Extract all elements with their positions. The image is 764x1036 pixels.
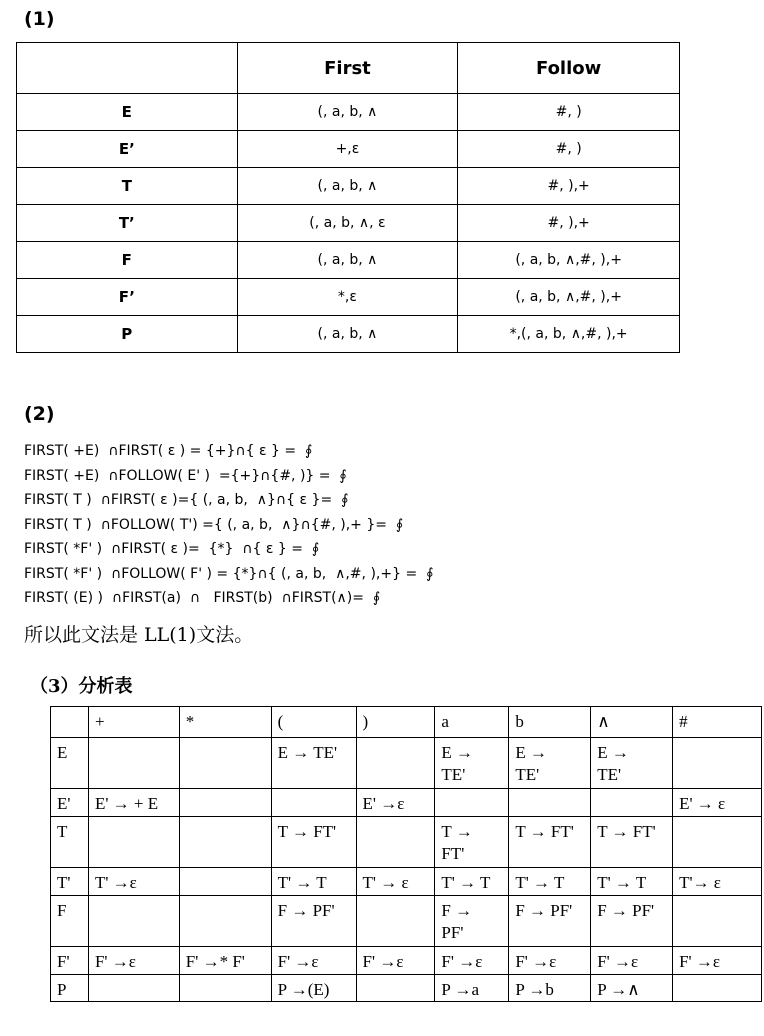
parse-table-row — [51, 975, 762, 1002]
production-cell: T → FT' — [435, 817, 509, 868]
follow-set-cell: #, ),+ — [458, 168, 680, 205]
column-header-cell: + — [88, 707, 179, 738]
production-cell: F → PF' — [509, 896, 591, 947]
row-header-cell: T' — [51, 868, 89, 896]
first-set-cell: (, a, b, ∧ — [237, 94, 458, 131]
column-header-cell: ) — [356, 707, 435, 738]
first-set-cell: (, a, b, ∧, ε — [237, 205, 458, 242]
production-cell: E' →ε — [356, 789, 435, 817]
row-header-cell: E — [51, 738, 89, 789]
parse-table-row — [51, 868, 762, 896]
production-cell: T → FT' — [509, 817, 591, 868]
production-cell: F → PF' — [271, 896, 356, 947]
first-set-cell: +,ε — [237, 131, 458, 168]
table-row — [17, 279, 680, 316]
header-cell-first: First — [237, 43, 458, 94]
parse-table — [50, 706, 762, 1002]
conclusion-text: 所以此文法是 LL(1)文法。 — [24, 624, 254, 646]
nonterminal-cell: T’ — [17, 205, 238, 242]
column-header-cell: ∧ — [591, 707, 673, 738]
production-cell: T'→ ε — [673, 868, 762, 896]
proof-line: FIRST( +E) ∩FOLLOW( E' ) ={+}∩{#, )} = ∮ — [24, 467, 347, 484]
production-cell: T' → T — [591, 868, 673, 896]
column-header-cell — [51, 707, 89, 738]
header-cell-follow: Follow — [458, 43, 680, 94]
production-cell — [179, 817, 271, 868]
nonterminal-cell: F — [17, 242, 238, 279]
production-cell: E → TE' — [509, 738, 591, 789]
table-row — [17, 205, 680, 242]
production-cell — [179, 789, 271, 817]
proof-line: FIRST( T ) ∩FIRST( ε )={ (, a, b, ∧}∩{ ε }= ∮ — [24, 492, 349, 508]
column-header-cell: b — [509, 707, 591, 738]
production-cell — [179, 896, 271, 947]
production-cell — [356, 817, 435, 868]
production-cell: T' →ε — [88, 868, 179, 896]
production-cell: T' → ε — [356, 868, 435, 896]
proof-line: FIRST( +E) ∩FIRST( ε ) = {+}∩{ ε } = ∮ — [24, 443, 313, 459]
proof-line: FIRST( *F' ) ∩FIRST( ε )= {*} ∩{ ε } = ∮ — [24, 541, 320, 557]
parse-table-row — [51, 947, 762, 975]
first-set-cell: (, a, b, ∧ — [237, 316, 458, 353]
production-cell: E' → ε — [673, 789, 762, 817]
column-header-cell: * — [179, 707, 271, 738]
column-header-cell: # — [673, 707, 762, 738]
production-cell — [509, 789, 591, 817]
production-cell: T → FT' — [591, 817, 673, 868]
production-cell — [88, 738, 179, 789]
nonterminal-cell: P — [17, 316, 238, 353]
row-header-cell: P — [51, 975, 89, 1002]
production-cell: E → TE' — [271, 738, 356, 789]
row-header-cell: E' — [51, 789, 89, 817]
row-header-cell: T — [51, 817, 89, 868]
parse-table-row — [51, 738, 762, 789]
production-cell: F' →ε — [673, 947, 762, 975]
first-set-cell: *,ε — [237, 279, 458, 316]
nonterminal-cell: F’ — [17, 279, 238, 316]
production-cell: F' →ε — [509, 947, 591, 975]
table-row — [17, 131, 680, 168]
production-cell — [271, 789, 356, 817]
production-cell — [356, 896, 435, 947]
follow-set-cell: (, a, b, ∧,#, ),+ — [458, 242, 680, 279]
production-cell: F' →ε — [356, 947, 435, 975]
production-cell: F → PF' — [591, 896, 673, 947]
production-cell — [88, 975, 179, 1002]
nonterminal-cell: E — [17, 94, 238, 131]
section1-heading: (1) — [24, 8, 55, 30]
parse-table-row — [51, 896, 762, 947]
production-cell: F' →ε — [435, 947, 509, 975]
disjointness-proofs — [24, 439, 433, 611]
proof-line: FIRST( T ) ∩FOLLOW( T') ={ (, a, b, ∧}∩{#, ),+ }= ∮ — [24, 516, 404, 533]
production-cell: F' →ε — [271, 947, 356, 975]
nonterminal-cell: E’ — [17, 131, 238, 168]
follow-set-cell: (, a, b, ∧,#, ),+ — [458, 279, 680, 316]
production-cell — [591, 789, 673, 817]
production-cell: P →a — [435, 975, 509, 1002]
production-cell — [356, 975, 435, 1002]
section2-heading: (2) — [24, 403, 55, 425]
table-row — [17, 316, 680, 353]
production-cell — [88, 896, 179, 947]
production-cell: E → TE' — [435, 738, 509, 789]
production-cell: F → PF' — [435, 896, 509, 947]
production-cell — [179, 975, 271, 1002]
row-header-cell: F — [51, 896, 89, 947]
parse-table-header-row — [51, 707, 762, 738]
production-cell: T' → T — [435, 868, 509, 896]
production-cell: E' → + E — [88, 789, 179, 817]
row-header-cell: F' — [51, 947, 89, 975]
column-header-cell: a — [435, 707, 509, 738]
follow-set-cell: #, ) — [458, 94, 680, 131]
production-cell — [673, 817, 762, 868]
production-cell — [179, 868, 271, 896]
production-cell — [673, 975, 762, 1002]
parse-table-row — [51, 789, 762, 817]
table-row — [17, 242, 680, 279]
parse-table-row — [51, 817, 762, 868]
follow-set-cell: *,(, a, b, ∧,#, ),+ — [458, 316, 680, 353]
production-cell: F' →ε — [591, 947, 673, 975]
production-cell — [179, 738, 271, 789]
table-header-row — [17, 43, 680, 94]
follow-set-cell: #, ) — [458, 131, 680, 168]
table-row — [17, 168, 680, 205]
production-cell: E → TE' — [591, 738, 673, 789]
column-header-cell: ( — [271, 707, 356, 738]
production-cell — [673, 738, 762, 789]
proof-line: FIRST( *F' ) ∩FOLLOW( F' ) = {*}∩{ (, a, b, ∧,#, ),+} = ∮ — [24, 565, 434, 582]
production-cell: P →∧ — [591, 975, 673, 1002]
production-cell — [356, 738, 435, 789]
production-cell: F' →* F' — [179, 947, 271, 975]
production-cell — [435, 789, 509, 817]
nonterminal-cell: T — [17, 168, 238, 205]
header-cell-empty — [17, 43, 238, 94]
production-cell — [673, 896, 762, 947]
production-cell: T → FT' — [271, 817, 356, 868]
production-cell — [88, 817, 179, 868]
section3-heading: （3）分析表 — [30, 676, 133, 697]
first-set-cell: (, a, b, ∧ — [237, 168, 458, 205]
production-cell: P →(E) — [271, 975, 356, 1002]
first-follow-table — [16, 42, 680, 353]
proof-line: FIRST( (E) ) ∩FIRST(a) ∩ FIRST(b) ∩FIRST(∧)= ∮ — [24, 590, 381, 606]
first-set-cell: (, a, b, ∧ — [237, 242, 458, 279]
production-cell: P →b — [509, 975, 591, 1002]
follow-set-cell: #, ),+ — [458, 205, 680, 242]
production-cell: F' →ε — [88, 947, 179, 975]
production-cell: T' → T — [509, 868, 591, 896]
table-row — [17, 94, 680, 131]
production-cell: T' → T — [271, 868, 356, 896]
